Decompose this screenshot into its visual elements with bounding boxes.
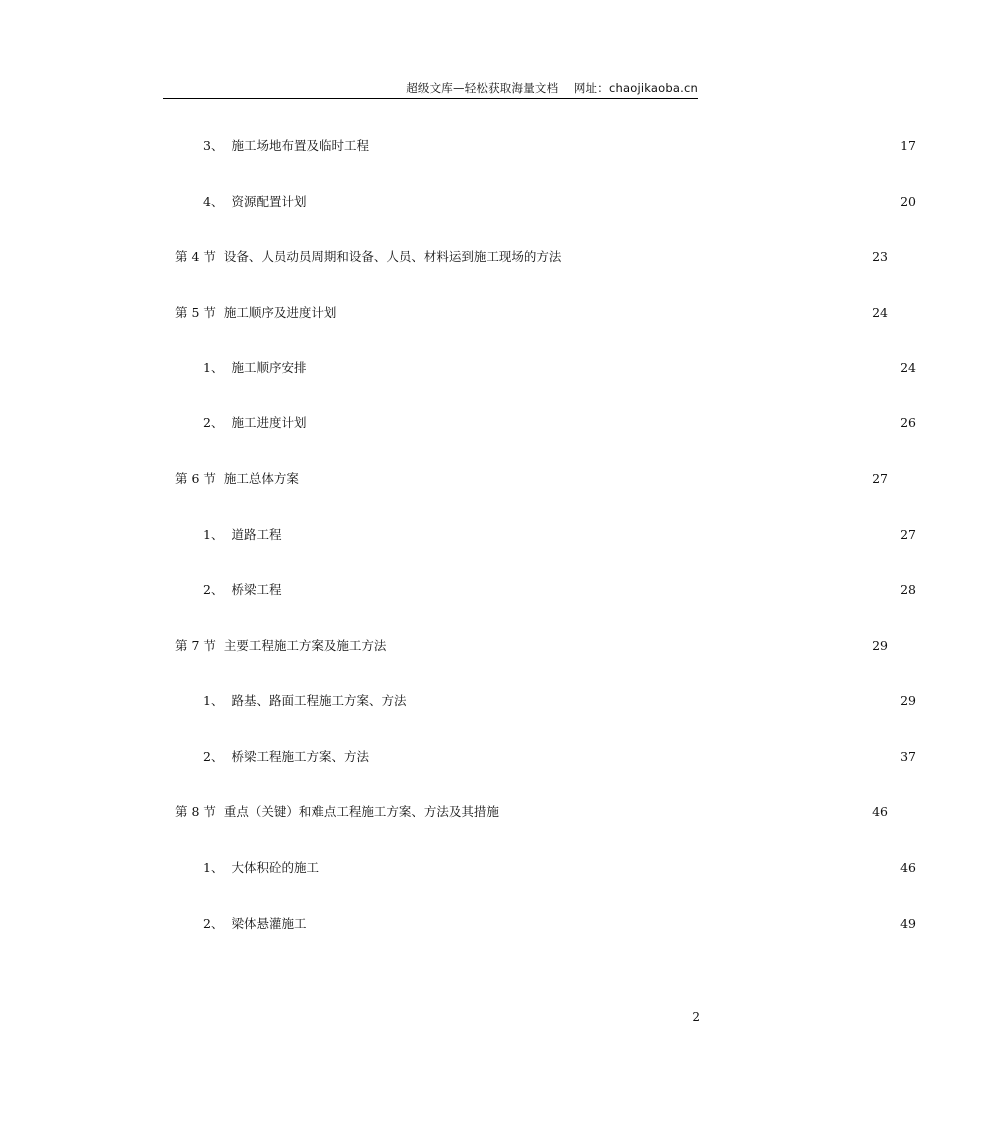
dot-leader xyxy=(301,472,862,484)
page-number: 2 xyxy=(692,1010,700,1024)
toc-entry[interactable] xyxy=(0,135,996,155)
dot-leader xyxy=(563,250,862,262)
toc-entry[interactable] xyxy=(0,857,996,877)
toc-entry-page: 29 xyxy=(872,637,888,653)
header-text: 超级文库—轻松获取海量文档 网址：chaojikaoba.cn xyxy=(406,81,698,95)
toc-entry-number: 第 5 节 xyxy=(175,305,216,320)
dot-leader xyxy=(283,528,890,540)
dot-leader xyxy=(388,639,862,651)
toc-entry-number: 4、 xyxy=(203,194,224,209)
toc-entry-number: 2、 xyxy=(203,916,224,931)
toc-entry[interactable] xyxy=(0,246,968,266)
toc-entry-number: 1、 xyxy=(203,527,224,542)
toc-entry-title: 道路工程 xyxy=(231,527,282,542)
toc-entry-page: 23 xyxy=(872,248,888,264)
toc-entry[interactable] xyxy=(0,579,996,599)
toc-entry[interactable] xyxy=(0,913,996,933)
toc-entry-number: 2、 xyxy=(203,749,224,764)
toc-entry-number: 第 6 节 xyxy=(175,471,216,486)
dot-leader xyxy=(308,416,890,428)
toc-entry-page: 27 xyxy=(872,470,888,486)
toc-entry-title: 施工进度计划 xyxy=(231,415,307,430)
toc-entry-number: 第 8 节 xyxy=(175,804,216,819)
toc-entry[interactable] xyxy=(0,412,996,432)
toc-entry-number: 1、 xyxy=(203,693,224,708)
toc-entry-title: 施工场地布置及临时工程 xyxy=(231,138,369,153)
page-header xyxy=(163,80,698,99)
toc-entry-title: 大体积砼的施工 xyxy=(231,860,319,875)
toc-entry-page: 20 xyxy=(900,193,916,209)
toc-entry-number: 2、 xyxy=(203,582,224,597)
toc-entry[interactable] xyxy=(0,302,968,322)
toc-entry[interactable] xyxy=(0,191,996,211)
dot-leader xyxy=(308,195,890,207)
toc-entry-page: 28 xyxy=(900,581,916,597)
dot-leader xyxy=(371,139,890,151)
toc-entry-page: 29 xyxy=(900,692,916,708)
toc-entry[interactable] xyxy=(0,635,968,655)
toc-entry-page: 24 xyxy=(872,304,888,320)
toc-entry-number: 1、 xyxy=(203,360,224,375)
toc-entry-number: 2、 xyxy=(203,415,224,430)
toc-entry[interactable] xyxy=(0,690,996,710)
dot-leader xyxy=(308,361,890,373)
dot-leader xyxy=(321,861,890,873)
dot-leader xyxy=(408,694,890,706)
toc-entry[interactable] xyxy=(0,357,996,377)
toc-entry-page: 17 xyxy=(900,137,916,153)
dot-leader xyxy=(283,583,890,595)
toc-entry-number: 第 4 节 xyxy=(175,249,216,264)
toc-entry[interactable] xyxy=(0,801,968,821)
toc-entry-title: 重点（关键）和难点工程施工方案、方法及其措施 xyxy=(223,804,499,819)
toc-entry-title: 路基、路面工程施工方案、方法 xyxy=(231,693,407,708)
toc-entry-title: 设备、人员动员周期和设备、人员、材料运到施工现场的方法 xyxy=(223,249,562,264)
toc-entry-title: 资源配置计划 xyxy=(231,194,307,209)
toc-entry-page: 26 xyxy=(900,414,916,430)
toc-entry[interactable] xyxy=(0,746,996,766)
dot-leader xyxy=(308,917,890,929)
toc-entry-page: 46 xyxy=(872,803,888,819)
toc-entry-page: 24 xyxy=(900,359,916,375)
toc-entry-number: 3、 xyxy=(203,138,224,153)
dot-leader xyxy=(338,306,862,318)
toc-entry-page: 37 xyxy=(900,748,916,764)
toc-entry-title: 梁体悬灌施工 xyxy=(231,916,307,931)
toc-entry-title: 施工顺序及进度计划 xyxy=(223,305,337,320)
toc-entry-title: 桥梁工程施工方案、方法 xyxy=(231,749,369,764)
toc-entry-title: 施工顺序安排 xyxy=(231,360,307,375)
toc-entry-page: 27 xyxy=(900,526,916,542)
toc-entry[interactable] xyxy=(0,524,996,544)
toc-entry-page: 49 xyxy=(900,915,916,931)
toc-entry-title: 施工总体方案 xyxy=(223,471,299,486)
toc-entry-title: 主要工程施工方案及施工方法 xyxy=(223,638,387,653)
toc-entry-number: 1、 xyxy=(203,860,224,875)
toc-entry-title: 桥梁工程 xyxy=(231,582,282,597)
dot-leader xyxy=(371,750,890,762)
toc-entry-page: 46 xyxy=(900,859,916,875)
toc-entry-number: 第 7 节 xyxy=(175,638,216,653)
toc-entry[interactable] xyxy=(0,468,968,488)
dot-leader xyxy=(501,805,862,817)
